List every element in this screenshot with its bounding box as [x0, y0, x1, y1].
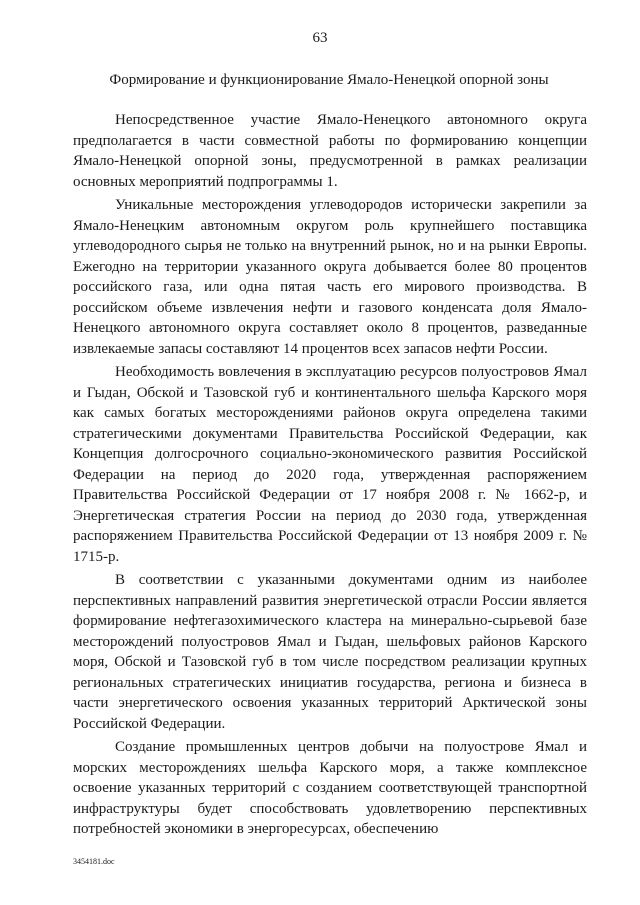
paragraph-1: Непосредственное участие Ямало-Ненецкого автономного округа предполагается в части совместной работы по формированию концепции Ямало-Ненецкой опорной зоны, предусмотренной в рамках реализации основных мероприятий подпрограммы 1.: [73, 112, 587, 190]
paragraph-4: В соответствии с указанными документами одним из наиболее перспективных направлений развития энергетической отрасли России является формирование нефтегазохимического кластера на минерально-сырьевой базе месторождений полуостровов Ямал и Гыдан, шельфовых районов Карского моря, Обской и Тазовской губ в том числе посредством реализации крупных региональных стратегических инициатив государства, региона и бизнеса в части энергетического освоения указанных территорий Арктической зоны Российской Федерации.: [73, 572, 587, 732]
paragraph-5: Создание промышленных центров добычи на полуострове Ямал и морских месторождениях шельфа Карского моря, а также комплексное освоение указанных территорий с созданием соответствующей транспортной инфраструктуры будет способствовать удовлетворению перспективных потребностей экономики в энергоресурсах, обеспечению: [73, 739, 587, 837]
body-text: [73, 110, 587, 843]
page-number: 63: [312, 30, 328, 46]
paragraph-2: Уникальные месторождения углеводородов исторически закрепили за Ямало-Ненецким автономным округом роль крупнейшего поставщика углеводородного сырья не только на внутренний рынок, но и на рынки Европы. Ежегодно на территории указанного округа добывается более 80 процентов российского газа, или одна пятая часть его мирового производства. В российском объеме извлечения нефти и газового конденсата доля Ямало-Ненецкого автономного округа составляет около 8 процентов, разведанные извлекаемые запасы составляют 14 процентов всех запасов нефти России.: [73, 197, 587, 357]
document-id: 3454181.doc: [73, 857, 115, 866]
section-title: Формирование и функционирование Ямало-Ненецкой опорной зоны: [109, 72, 549, 88]
paragraph-3: Необходимость вовлечения в эксплуатацию ресурсов полуостровов Ямал и Гыдан, Обской и Тазовской губ и континентального шельфа Карского моря как самых богатых месторождениями районов округа определена такими стратегическими документами Правительства Российской Федерации, как Концепция долгосрочного социально-экономического развития Российской Федерации на период до 2020 года, утвержденная распоряжением Правительства Российской Федерации от 17 ноября 2008 г. № 1662-р, и Энергетическая стратегия России на период до 2030 года, утвержденная распоряжением Правительства Российской Федерации от 13 ноября 2009 г. № 1715-р.: [73, 364, 587, 565]
